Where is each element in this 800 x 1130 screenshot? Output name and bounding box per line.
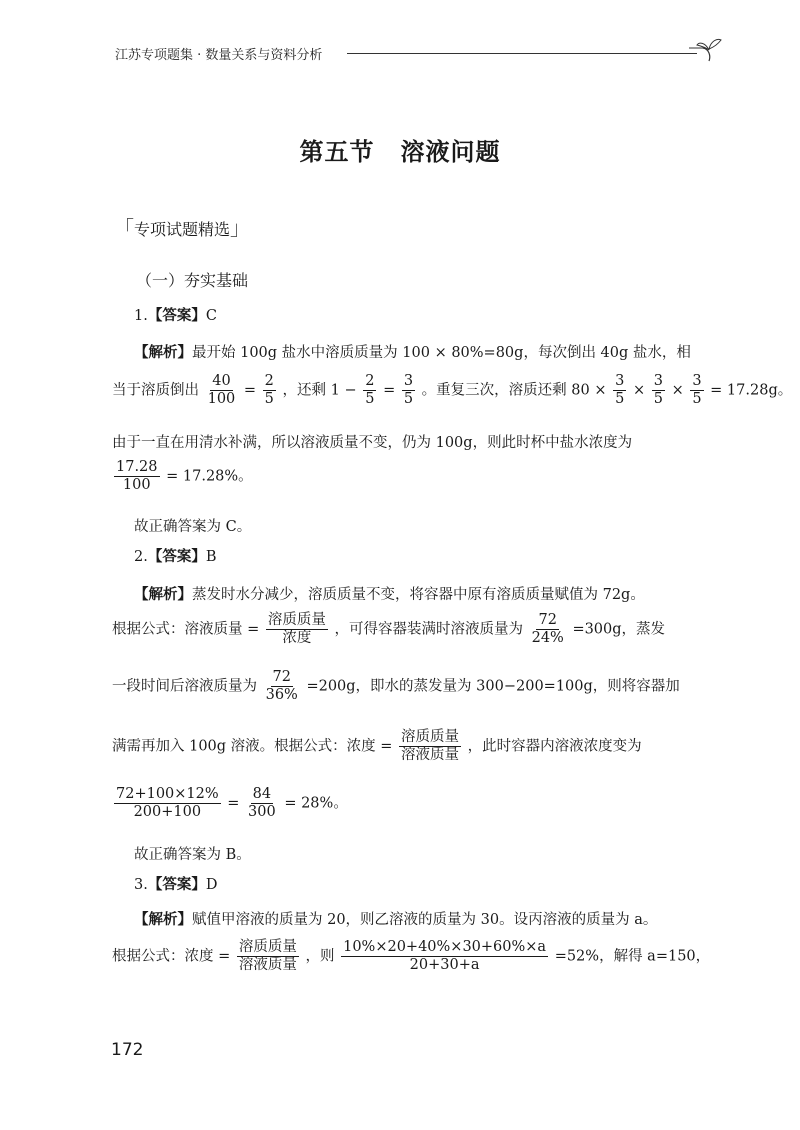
frac-den: 100: [122, 477, 151, 494]
q1-text-1: 最开始 100g 盐水中溶质质量为 100 × 80%=80g，每次倒出 40g 盐水，相: [192, 345, 691, 361]
frac-den: 200+100: [133, 804, 202, 821]
frac-num: 3: [613, 374, 626, 391]
frac-den: 溶液质量: [401, 747, 460, 764]
running-title: 江苏专项题集 · 数量关系与资料分析: [115, 48, 323, 63]
frac-den: 5: [365, 391, 375, 408]
frac-num: 3: [652, 374, 665, 391]
frac-num: 72: [536, 613, 558, 630]
q1-answer-label: 【答案】: [147, 308, 206, 324]
frac-den: 5: [692, 391, 702, 408]
page-number: 172: [111, 1040, 144, 1060]
section-title: [0, 132, 800, 167]
q3-number: 3.: [134, 877, 148, 893]
frac-den: 24%: [531, 630, 564, 647]
q2-analysis-line-2: [112, 613, 665, 646]
equals-sign: =: [227, 795, 240, 812]
q1-text-4: = 17.28%。: [166, 468, 253, 485]
running-header: [115, 38, 725, 68]
q3-answer-line: [134, 873, 217, 894]
frac-num: 3: [402, 374, 415, 391]
q1-fraction: [114, 460, 160, 493]
q1-analysis-line-3: 由于一直在用清水补满，所以溶液质量不变，仍为 100g，则此时杯中盐水浓度为: [112, 435, 633, 451]
frac-den: 300: [248, 804, 276, 821]
frac-den: 36%: [265, 687, 298, 704]
q2-text-4b: ，此时容器内溶液浓度变为: [467, 738, 642, 755]
q2-fraction: [266, 613, 328, 646]
frac-den: 5: [403, 391, 414, 408]
frac-num: 72: [271, 670, 293, 687]
frac-num: 2: [263, 374, 276, 391]
q2-fraction: [246, 787, 278, 820]
q1-text-2b: ，还剩 1 −: [282, 382, 357, 399]
q1-number: 1.: [134, 308, 148, 324]
q3-answer: D: [205, 877, 218, 893]
tag-open-bracket: 「: [114, 216, 134, 240]
frac-num: 17.28: [114, 460, 160, 477]
q2-fraction: [399, 730, 461, 763]
q1-text-2a: 当于溶质倒出: [112, 382, 199, 399]
q3-text-2b: ，则: [305, 948, 335, 965]
times-sign: ×: [632, 382, 646, 399]
q3-fraction: [341, 940, 548, 973]
frac-num: 3: [690, 374, 703, 391]
q2-text-3a: 一段时间后溶液质量为: [112, 678, 257, 695]
frac-num: 溶质质量: [266, 613, 328, 630]
part-heading: （一）夯实基础: [136, 271, 249, 290]
times-sign: ×: [671, 382, 684, 399]
q2-text-1: 蒸发时水分减少，溶质质量不变，将容器中原有溶质质量赋值为 72g。: [192, 587, 645, 603]
frac-den: 5: [653, 391, 663, 408]
q3-analysis-line-2: [112, 940, 710, 973]
q1-fraction: [690, 374, 703, 407]
q2-text-2b: ，可得容器装满时溶液质量为: [334, 621, 523, 638]
header-rule: [347, 53, 697, 54]
frac-num: 2: [363, 374, 376, 391]
tag-close-bracket: 」: [230, 216, 251, 240]
frac-den: 溶液质量: [238, 957, 297, 974]
q2-text-3b: =200g，即水的蒸发量为 300−200=100g，则将容器加: [306, 678, 680, 695]
q2-fraction: [530, 613, 566, 646]
q2-fraction: [264, 670, 300, 703]
q1-answer-line: [134, 304, 217, 325]
q3-text-1: 赋值甲溶液的质量为 20，则乙溶液的质量为 30。设丙溶液的质量为 a。: [192, 912, 658, 928]
q2-analysis-line-4: [112, 730, 642, 763]
q1-fraction: [613, 374, 626, 407]
q2-text-5: = 28%。: [284, 795, 348, 812]
q2-analysis-line-1: [134, 583, 645, 604]
q2-text-2a: 根据公式：溶液质量 =: [112, 621, 260, 638]
q3-analysis-label: 【解析】: [134, 912, 192, 928]
sprout-icon: [685, 36, 725, 62]
q1-answer: C: [205, 308, 217, 324]
q2-analysis-line-3: [112, 670, 680, 703]
q3-fraction: [237, 940, 299, 973]
frac-num: 84: [251, 787, 273, 804]
q1-fraction: [206, 374, 238, 407]
q1-analysis-line-2: [112, 374, 792, 407]
q3-text-2c: =52%，解得 a=150，: [554, 948, 711, 965]
q1-analysis-line-1: [134, 341, 691, 362]
q1-fraction: [652, 374, 665, 407]
tag-text: 专项试题精选: [134, 220, 231, 239]
q3-answer-label: 【答案】: [147, 877, 206, 893]
frac-den: 100: [207, 391, 236, 408]
q1-text-2d: = 17.28g。: [710, 382, 793, 399]
q2-analysis-label: 【解析】: [134, 587, 192, 603]
q3-text-2a: 根据公式：浓度 =: [112, 948, 231, 965]
subsection-tag: [114, 212, 250, 241]
q2-answer-label: 【答案】: [147, 549, 206, 565]
frac-den: 20+30+a: [409, 957, 480, 974]
q1-analysis-line-4: [112, 460, 253, 493]
q2-analysis-line-5: [112, 787, 348, 820]
section-number: 第五节: [299, 138, 375, 166]
section-topic: 溶液问题: [400, 138, 501, 166]
q1-conclusion: 故正确答案为 C。: [134, 519, 252, 535]
equals-sign: =: [383, 382, 396, 399]
q1-fraction: [263, 374, 276, 407]
q1-fraction: [363, 374, 376, 407]
q1-text-2c: 。重复三次，溶质还剩 80 ×: [421, 382, 607, 399]
q1-fraction: [402, 374, 415, 407]
q2-answer-line: [134, 545, 217, 566]
q1-analysis-label: 【解析】: [134, 345, 192, 361]
q2-text-4a: 满需再加入 100g 溶液。根据公式：浓度 =: [112, 738, 393, 755]
frac-num: 10%×20+40%×30+60%×a: [341, 940, 548, 957]
q2-text-2c: =300g，蒸发: [572, 621, 666, 638]
frac-num: 溶质质量: [399, 730, 461, 747]
frac-den: 5: [615, 391, 625, 408]
frac-den: 5: [264, 391, 274, 408]
frac-num: 40: [210, 374, 232, 391]
q2-fraction: [114, 787, 221, 820]
q2-number: 2.: [134, 549, 148, 565]
frac-num: 72+100×12%: [114, 787, 221, 804]
frac-den: 浓度: [282, 630, 312, 647]
equals-sign: =: [243, 382, 257, 399]
q2-conclusion: 故正确答案为 B。: [134, 847, 251, 863]
q2-answer: B: [205, 549, 217, 565]
frac-num: 溶质质量: [237, 940, 299, 957]
q3-analysis-line-1: [134, 908, 657, 929]
